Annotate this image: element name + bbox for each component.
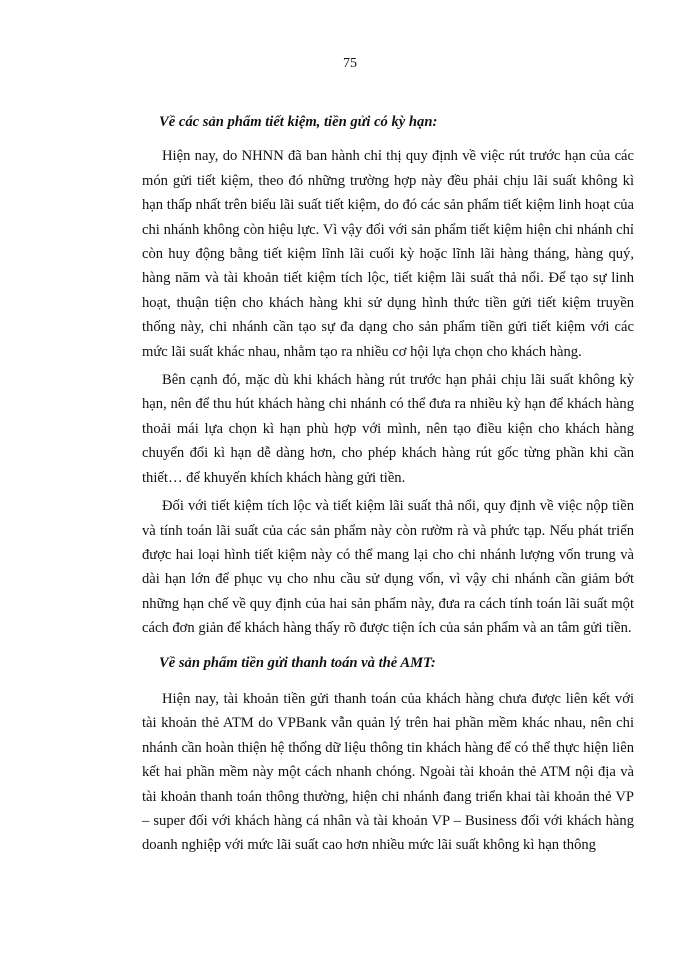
paragraph: Bên cạnh đó, mặc dù khi khách hàng rút trước hạn phải chịu lãi suất không kỳ hạn, nên để thu hút khách hàng chi nhánh có thể đưa ra nhiều kỳ hạn để khách hàng thoải mái lựa chọn kì hạn phù hợp với mình, nên tạo điều kiện cho khách hàng chuyển đổi kì hạn dễ dàng hơn, cho phép khách hàng rút gốc từng phần khi cần thiết… để khuyến khích khách hàng gửi tiền. <box>142 372 634 486</box>
paragraph: Đối với tiết kiệm tích lộc và tiết kiệm lãi suất thả nổi, quy định về việc nộp tiền và tính toán lãi suất của các sản phẩm này còn rườm rà và phức tạp. Nếu phát triển được hai loại hình tiết kiệm này có thể mang lại cho chi nhánh lượng vốn trung và dài hạn lớn để phục vụ cho nhu cầu sử dụng vốn, vì vậy chi nhánh cần giảm bớt những hạn chế về quy định của hai sản phẩm này, đưa ra cách tính toán lãi suất một cách đơn giản để khách hàng thấy rõ được tiện ích của sản phẩm và an tâm gửi tiền. <box>142 498 634 637</box>
section-heading-payment-deposit: Về sản phẩm tiền gửi thanh toán và thẻ AMT: <box>159 654 436 671</box>
paragraph: Hiện nay, do NHNN đã ban hành chỉ thị quy định về việc rút trước hạn của các món gửi tiết kiệm, theo đó những trường hợp này đều phải chịu lãi suất không kì hạn thấp nhất trên biểu lãi suất tiết kiệm, do đó các sản phẩm tiết kiệm linh hoạt của chi nhánh không còn hiệu lực. Vì vậy đối với sản phẩm tiết kiệm hiện chi nhánh chỉ còn huy động bằng tiết kiệm lĩnh lãi cuối kỳ hoặc lĩnh lãi hàng tháng, hàng quý, hàng năm và tài khoản tiết kiệm tích lộc, tiết kiệm lãi suất thả nổi. Để tạo sự linh hoạt, thuận tiện cho khách hàng khi sử dụng hình thức tiền gửi tiết kiệm truyền thống này, chi nhánh cần tạo sự đa dạng cho sản phẩm tiền gửi tiết kiệm với các mức lãi suất khác nhau, nhằm tạo ra nhiều cơ hội lựa chọn cho khách hàng. <box>142 148 634 360</box>
document-body <box>142 110 634 862</box>
section-heading-savings: Về các sản phẩm tiết kiệm, tiền gửi có kỳ hạn: <box>159 114 438 130</box>
paragraph: Hiện nay, tài khoản tiền gửi thanh toán của khách hàng chưa được liên kết với tài khoản thẻ ATM do VPBank vẫn quản lý trên hai phần mềm khác nhau, nên chi nhánh cần hoàn thiện hệ thống dữ liệu thông tin khách hàng để có thể thực hiện liên kết hai phần mềm này một cách nhanh chóng. Ngoài tài khoản thẻ ATM nội địa và tài khoản thanh toán thông thường, hiện chi nhánh đang triển khai tài khoản thẻ VP – super đối với khách hàng cá nhân và tài khoản VP – Business đối với khách hàng doanh nghiệp với mức lãi suất cao hơn nhiều mức lãi suất không kì hạn thông <box>142 690 634 854</box>
page-number: 75 <box>343 56 357 71</box>
